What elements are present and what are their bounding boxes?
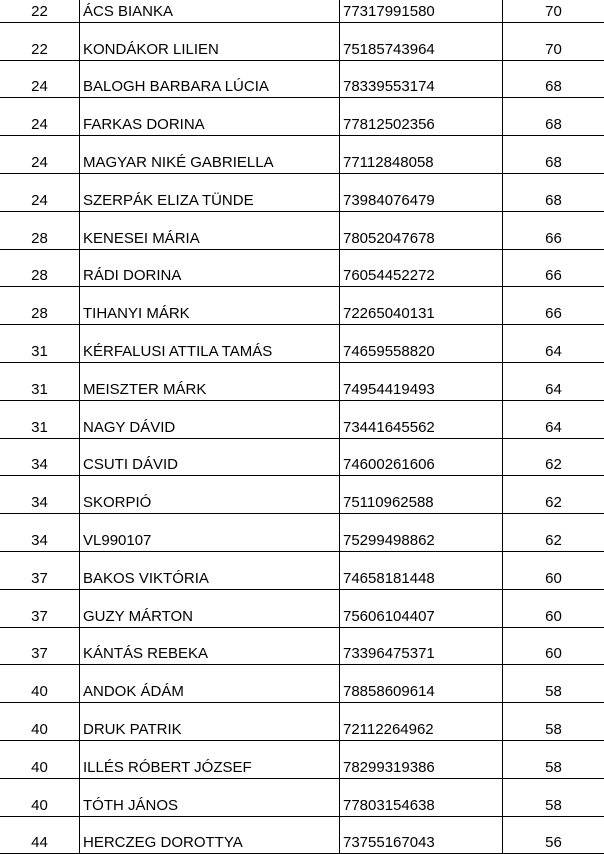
rank-cell: 34 <box>0 476 80 514</box>
name-cell: KENESEI MÁRIA <box>80 211 340 249</box>
table-row <box>0 362 604 400</box>
table-row <box>0 740 604 778</box>
rank-cell: 28 <box>0 211 80 249</box>
rank-cell: 22 <box>0 22 80 60</box>
rank-cell: 24 <box>0 173 80 211</box>
id-cell: 78052047678 <box>340 211 503 249</box>
table-row <box>0 173 604 211</box>
name-cell: BALOGH BARBARA LÚCIA <box>80 60 340 98</box>
id-cell: 78858609614 <box>340 665 503 703</box>
name-cell: VL990107 <box>80 514 340 552</box>
rank-cell: 44 <box>0 816 80 854</box>
rank-cell: 37 <box>0 589 80 627</box>
score-cell: 60 <box>503 589 604 627</box>
table-row <box>0 60 604 98</box>
id-cell: 72112264962 <box>340 703 503 741</box>
score-cell: 66 <box>503 211 604 249</box>
table-row <box>0 816 604 854</box>
table-row <box>0 400 604 438</box>
name-cell: KÉRFALUSI ATTILA TAMÁS <box>80 325 340 363</box>
name-cell: GUZY MÁRTON <box>80 589 340 627</box>
table-row <box>0 98 604 136</box>
table-row <box>0 778 604 816</box>
table-row <box>0 627 604 665</box>
id-cell: 77317991580 <box>340 0 503 22</box>
score-cell: 60 <box>503 551 604 589</box>
score-cell: 68 <box>503 173 604 211</box>
name-cell: ILLÉS RÓBERT JÓZSEF <box>80 740 340 778</box>
table-row <box>0 0 604 22</box>
id-cell: 77112848058 <box>340 136 503 174</box>
name-cell: TÓTH JÁNOS <box>80 778 340 816</box>
rank-cell: 34 <box>0 514 80 552</box>
rank-cell: 31 <box>0 400 80 438</box>
rank-cell: 24 <box>0 60 80 98</box>
rank-cell: 28 <box>0 249 80 287</box>
id-cell: 75606104407 <box>340 589 503 627</box>
rank-cell: 28 <box>0 287 80 325</box>
rank-cell: 31 <box>0 362 80 400</box>
score-cell: 58 <box>503 740 604 778</box>
table-row <box>0 325 604 363</box>
name-cell: DRUK PATRIK <box>80 703 340 741</box>
score-cell: 66 <box>503 287 604 325</box>
name-cell: NAGY DÁVID <box>80 400 340 438</box>
name-cell: HERCZEG DOROTTYA <box>80 816 340 854</box>
id-cell: 73441645562 <box>340 400 503 438</box>
rank-cell: 37 <box>0 627 80 665</box>
id-cell: 74954419493 <box>340 362 503 400</box>
id-cell: 72265040131 <box>340 287 503 325</box>
name-cell: TIHANYI MÁRK <box>80 287 340 325</box>
id-cell: 78299319386 <box>340 740 503 778</box>
id-cell: 73984076479 <box>340 173 503 211</box>
score-cell: 64 <box>503 325 604 363</box>
rank-cell: 24 <box>0 136 80 174</box>
score-cell: 68 <box>503 98 604 136</box>
table-row <box>0 22 604 60</box>
id-cell: 74600261606 <box>340 438 503 476</box>
id-cell: 75299498862 <box>340 514 503 552</box>
score-cell: 62 <box>503 514 604 552</box>
rank-cell: 40 <box>0 665 80 703</box>
score-cell: 68 <box>503 136 604 174</box>
rank-cell: 37 <box>0 551 80 589</box>
name-cell: FARKAS DORINA <box>80 98 340 136</box>
score-cell: 66 <box>503 249 604 287</box>
id-cell: 78339553174 <box>340 60 503 98</box>
id-cell: 76054452272 <box>340 249 503 287</box>
name-cell: KONDÁKOR LILIEN <box>80 22 340 60</box>
id-cell: 75110962588 <box>340 476 503 514</box>
score-cell: 62 <box>503 476 604 514</box>
name-cell: CSUTI DÁVID <box>80 438 340 476</box>
rank-cell: 22 <box>0 0 80 22</box>
table-row <box>0 249 604 287</box>
table-row <box>0 703 604 741</box>
id-cell: 77812502356 <box>340 98 503 136</box>
rank-cell: 40 <box>0 778 80 816</box>
id-cell: 77803154638 <box>340 778 503 816</box>
score-cell: 62 <box>503 438 604 476</box>
name-cell: RÁDI DORINA <box>80 249 340 287</box>
id-cell: 73396475371 <box>340 627 503 665</box>
rank-cell: 40 <box>0 703 80 741</box>
score-cell: 68 <box>503 60 604 98</box>
table-row <box>0 136 604 174</box>
name-cell: SKORPIÓ <box>80 476 340 514</box>
id-cell: 75185743964 <box>340 22 503 60</box>
rank-cell: 40 <box>0 740 80 778</box>
name-cell: KÁNTÁS REBEKA <box>80 627 340 665</box>
rank-cell: 31 <box>0 325 80 363</box>
table-row <box>0 551 604 589</box>
score-cell: 64 <box>503 400 604 438</box>
score-cell: 70 <box>503 22 604 60</box>
table-row <box>0 476 604 514</box>
table-row <box>0 438 604 476</box>
name-cell: MAGYAR NIKÉ GABRIELLA <box>80 136 340 174</box>
table-row <box>0 665 604 703</box>
id-cell: 74658181448 <box>340 551 503 589</box>
name-cell: BAKOS VIKTÓRIA <box>80 551 340 589</box>
score-cell: 58 <box>503 703 604 741</box>
score-cell: 56 <box>503 816 604 854</box>
score-cell: 60 <box>503 627 604 665</box>
table-row <box>0 589 604 627</box>
score-cell: 58 <box>503 778 604 816</box>
score-cell: 64 <box>503 362 604 400</box>
name-cell: ÁCS BIANKA <box>80 0 340 22</box>
score-cell: 58 <box>503 665 604 703</box>
name-cell: ANDOK ÁDÁM <box>80 665 340 703</box>
table-row <box>0 514 604 552</box>
score-cell: 70 <box>503 0 604 22</box>
name-cell: MEISZTER MÁRK <box>80 362 340 400</box>
table-row <box>0 211 604 249</box>
rank-cell: 24 <box>0 98 80 136</box>
name-cell: SZERPÁK ELIZA TÜNDE <box>80 173 340 211</box>
id-cell: 74659558820 <box>340 325 503 363</box>
rank-cell: 34 <box>0 438 80 476</box>
id-cell: 73755167043 <box>340 816 503 854</box>
table-row <box>0 287 604 325</box>
